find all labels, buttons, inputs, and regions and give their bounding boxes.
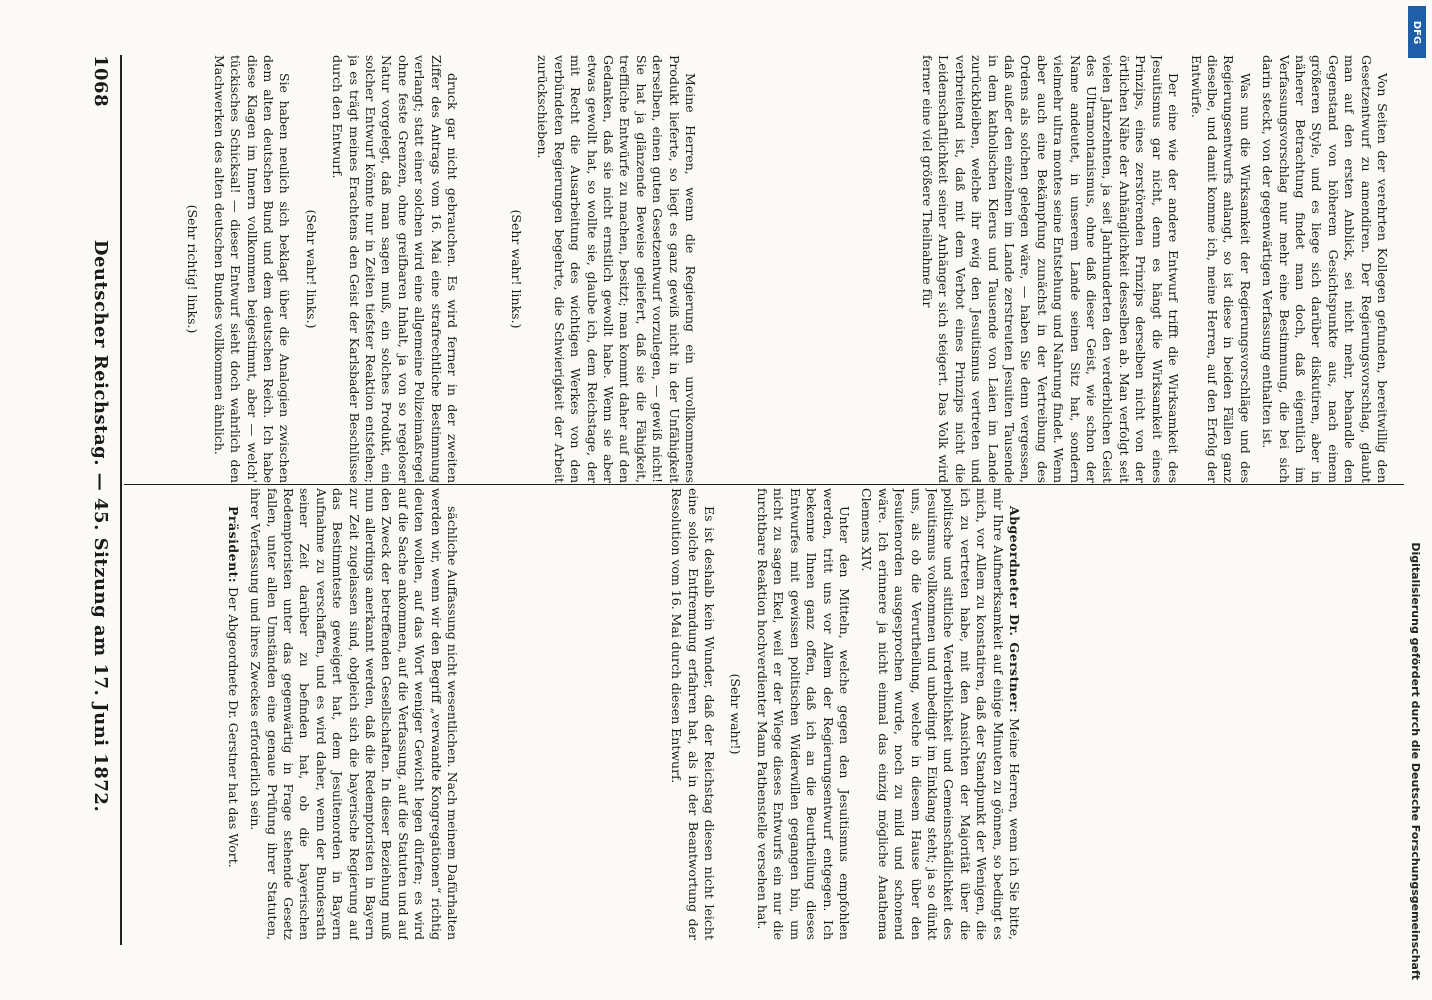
column-divider [124, 484, 1404, 485]
credit-text: Digitalisierung gefördert durch die Deutsche Forschungsgemeinschaft [1409, 542, 1423, 980]
paragraph: Der eine wie der andere Entwurf trifft die Wirksamkeit des Jesuitismus gar nicht, denn es hängt die Wirksamkeit eines Prinzips, eines zerstörenden Prinzips derselben nicht von der örtlichen Nähe der Anhänglichkeit desselben ab. Man verfolgt seit vielen Jahrzehnten, ja seit Jahrhunderten den verderblichen Geist des Ultramontanismus, ohne daß dieser Geist, wie schon der Name andeutet, in unserem Lande seinen Sitz hat, sondern vielmehr ultra montes seine Entstehung und Nahrung findet. Wenn aber auch eine Bekämpfung zunächst in der Vertreibung des Ordens als solchen gelegen wäre, — haben Sie denn vergessen, daß außer den einzelnen im Lande zerstreuten Jesuiten Tausende in dem katholischen Klerus und Tausende von Laien im Lande zurückbleiben, welche ihr ewig den Jesuitismus vertreten und verbreitend ist, daß mit dem Verbot eines Prinzips nicht die Leidenschaftlichkeit seiner Anhänger sich steigert. Das Volk wird ferner eine viel größere Theilnahme für [920, 55, 1182, 483]
paragraph: Von Seiten der verehrten Kollegen gefunden, bereitwillig den Gesetzentwurf zu amendiren. Der Regierungsvorschlag, glaubt man auf den ersten Anblick, sei nicht mehr, behandle den Gegenstand von höherem Gesichtspunkte aus, nach einem größeren Style, und es liege sich darüber diskutiren, aber in näherer Betrachtung findet man doch, daß eigentlich im Verfassungsvorschlag nur mehr eine Bestimmung, die bei sich darin steckt, von der gegenwärtigen Verfassung enthalten ist. [1260, 55, 1390, 483]
paragraph: Meine Herren, wenn die Regierung ein unvollkommenes Produkt lieferte, so liegt es ganz gewiß nicht in der Unfähigkeit derselben, einen guten Gesetzentwurf vorzulegen, — gewiß nicht! Sie hat ja glänzende Beweise geliefert, daß sie die Fähigkeit, treffliche Entwürfe zu machen, besitzt; man kommt daher auf den Gedanken, daß sie nicht ernstlich gewollt habe. Wenn sie aber etwas gewollt hat, so wollte sie, glaube ich, dem Reichstage, der mit Recht die Ausarbeitung des wichtigen Werkes von den verbündeten Regierungen begehrte, die Schwierigkeit der Arbeit zurückschieben. [535, 55, 698, 483]
applause-note: (Sehr wahr! links.) [303, 209, 319, 329]
text-column-2 [462, 488, 1022, 940]
digitization-credit [1404, 0, 1428, 1000]
text-column-3 [124, 55, 460, 483]
paragraph: Sie haben neulich sich beklagt über die Analogien zwischen dem alten deutschen Bund und dem deutschen Reich. Ich habe diese Klagen im Innern vollkommen beigestimmt, aber — welch' tückisches Schicksal! — dieser Entwurf sieht doch wahrlich den Machwerken des alten deutschen Bundes vollkommen ähnlich. [211, 55, 293, 483]
header-rule [120, 55, 122, 945]
running-header [84, 55, 118, 945]
applause-note: (Sehr wahr!) [728, 673, 744, 755]
president-text: Der Abgeordnete Dr. Gerstner hat das Wort. [225, 587, 241, 868]
text-column-4 [462, 55, 698, 483]
paragraph: Was nun die Wirksamkeit der Regierungsvorschläge und des Regierungsentwurfs anlangt, so ist diese in beiden Fällen ganz dieselbe, und damit komme ich, meine Herren, auf den Erfolg der Entwürfe. [1188, 55, 1253, 483]
text-column-5 [700, 55, 1390, 483]
speech-text: Meine Herren, wenn ich Sie bitte, mir Ihre Aufmerksamkeit auf einige Minuten zu gönnen, so bedingt es mich, vor Allem zu konstatiren, daß der Standpunkt der Wenigen, die ich zu vertreten habe, mit den Ansichten der Majorität über die politische und sittliche Verderblichkeit und Gemeinschädlichkeit des Jesuitismus vollkommen und unbedingt im Einklang steht; ja so dünkt uns, als ob die Verurtheilung, welche in diesem Hause über den Jesuitenorden ausgesprochen wurde, noch zu mild und schonend wäre. Ich erinnere ja nicht einmal das einzig mögliche Anathema Clemens XIV. [859, 488, 1022, 940]
dfg-logo [1408, 6, 1426, 58]
applause-note: (Sehr richtig! links.) [185, 204, 201, 334]
text-column-1 [124, 488, 460, 940]
paragraph: Unter den Mitteln, welche gegen den Jesuitismus empfohlen werden, tritt uns vor Allem der Regierungsentwurf entgegen. Ich bekenne Ihnen ganz offen, daß ich an die Beurtheilung dieses Entwurfes mit gewissen politischen Widerwillen gegangen bin, um nicht zu sagen Ekel, weil er der Wiege dieses Entwurfs ein nur die furchtbare Reaktion hochverdienter Mann Pathenstelle versehen hat. [754, 488, 852, 940]
paragraph: druck gar nicht gebrauchen. Es wird ferner in der zweiten Ziffer des Antrags vom 16. Mai eine strafrechtliche Bestimmung verlangt; statt einer solchen wird eine allgemeine Polizeimaßregel ohne feste Grenzen, ohne greifbaren Inhalt, ja von so regeloser Natur vorgelegt, daß man sagen muß, ein solches Produkt, ein solcher Entwurf könnte nur in Zeiten tiefster Reaktion entstehen; ja es trägt meines Erachtens den Geist der Karlsbader Beschlüsse durch den Entwurf. [330, 55, 460, 483]
page-number: 1068 [90, 55, 112, 108]
paragraph: Es ist deshalb kein Wunder, daß der Reichstag diesen nicht leicht eine solche Entfremdung erfahren hat, als in der Beantwortung der Resolution vom 16. Mai durch diesen Entwurf. [669, 488, 718, 940]
president-label: Präsident: [225, 506, 241, 584]
page-title: Deutscher Reichstag. — 45. Sitzung am 17. Juni 1872. [90, 239, 112, 813]
dfg-badge-text: DFG [1411, 20, 1423, 44]
applause-note: (Sehr wahr! links.) [508, 209, 524, 329]
speaker-label: Abgeordneter Dr. Gerstner: [1007, 506, 1022, 714]
paragraph: sächliche Auffassung nicht wesentlichen. Nach meinem Dafürhalten werden wir, wenn wir den Begriff „verwandte Kongregationen“ richtig deuten wollen, auf das Wort weniger Gewicht legen dürfen; es wird auf die Sache ankommen, auf die Verfassung, auf die Statuten und auf den Zweck der betreffenden Gesellschaften. In dieser Beziehung muß nun allerdings anerkannt werden, daß die Redemptoristen in Bayern zur Zeit zugelassen sind, obgleich sich die bayerische Regierung auf das Bestimmteste geweigert hat, dem Jesuitenorden in Bayern Aufnahme zu verschaffen, und es wird daher, wenn der Bundesrath seiner Zeit darüber zu befinden hat, ob die bayerischen Redemptoristen unter das gegenwärtig in Frage stehende Gesetz fallen, unter allen Umständen eine genaue Prüfung ihrer Statuten, ihrer Verfassung und ihres Zweckes erforderlich sein. [248, 488, 460, 940]
